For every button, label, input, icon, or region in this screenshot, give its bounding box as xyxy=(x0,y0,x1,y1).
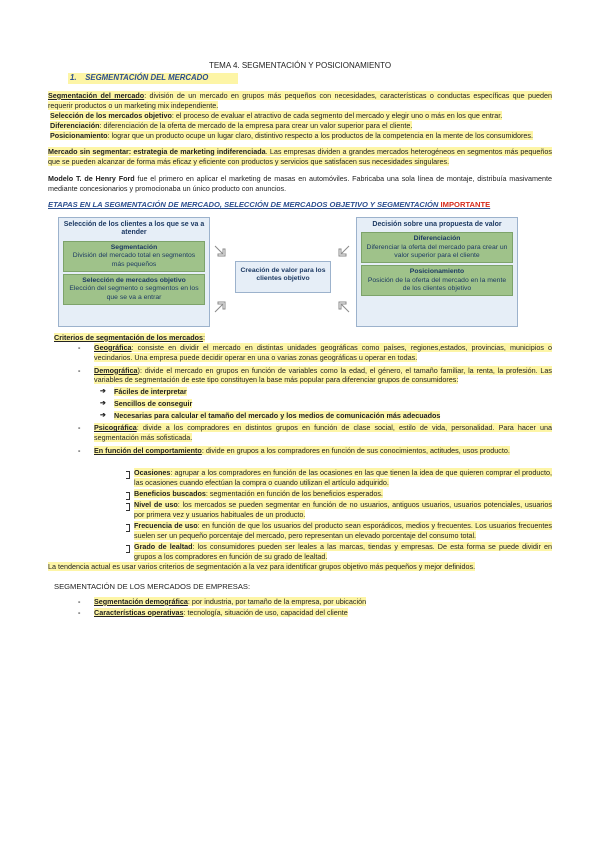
criterio-text: : consiste en dividir el mercado en distintas unidades geográficas como países, regiones,estados, provincias, municipios o vecindarios. Una empresa puede decidir operar en una o varias zonas geográficas u operar en todas. xyxy=(94,342,552,362)
behaviour-list xyxy=(126,468,552,561)
criterio-term: Psicográfica xyxy=(94,423,137,433)
sub-item-text: Fáciles de interpretar xyxy=(114,387,187,397)
list-item xyxy=(126,500,552,520)
diagram-box-title: Posicionamiento xyxy=(409,268,465,276)
diagram-right-panel xyxy=(356,217,518,327)
section-heading xyxy=(64,73,244,84)
list-item xyxy=(78,608,552,618)
mass-marketing-text: . Las empresas dividen a grandes mercados heterogéneos en segmentos más pequeños que se pueden alcanzar de forma más eficaz y eficiente con productos y servicios que satisfacen sus necesidades singulares. xyxy=(48,147,552,167)
diagram-left-header: Selección de los clientes a los que se va a atender xyxy=(63,220,205,237)
arrow-down-right-icon xyxy=(213,243,229,259)
behaviour-term: Grado de lealtad xyxy=(134,541,193,551)
diagram-right-header: Decisión sobre una propuesta de valor xyxy=(372,220,502,228)
empresas-heading: SEGMENTACIÓN DE LOS MERCADOS DE EMPRESAS: xyxy=(54,582,251,592)
definition-text: : lograr que un producto ocupe un lugar claro, distintivo respecto a los productos de la competencia en la mente de los consumidores. xyxy=(107,130,534,140)
list-item xyxy=(100,387,552,397)
criterio-text: ): divide el mercado en grupos en función de variables como la edad, el género, el tamaño familiar, la renta, la profesión. Las variables de segmentación de este tipo constituyen la base más popular para diferenciar grupos de consumidores: xyxy=(94,365,552,385)
empresas-list xyxy=(78,597,552,618)
empresa-text: : por industria, por tamaño de la empresa, por ubicación xyxy=(187,596,367,606)
behaviour-term: Frecuencia de uso xyxy=(134,520,198,530)
criterio-term: Demográfica xyxy=(94,365,138,375)
behaviour-term: Beneficios buscados xyxy=(134,488,206,498)
etapas-label: ETAPAS EN LA SEGMENTACIÓN DE MERCADO, SELECCIÓN DE MERCADOS OBJETIVO Y SEGMENTACIÓN xyxy=(48,200,439,210)
arrow-up-left-icon xyxy=(335,299,351,315)
ford-term: Modelo T. de Henry Ford xyxy=(48,174,135,184)
diagram-box-text: Elección del segmento o segmentos en los que se va a entrar xyxy=(69,285,199,301)
demographic-sublist xyxy=(100,387,552,421)
mass-marketing-term: Mercado sin segmentar: estrategia de marketing indiferenciada xyxy=(48,147,266,157)
criterios-list-2 xyxy=(78,423,552,456)
criterio-term: Geográfica xyxy=(94,342,132,352)
definition-paragraph xyxy=(50,131,552,141)
sub-item-text: Necesarias para calcular el tamaño del mercado y los medios de comunicación más adecuados xyxy=(114,411,441,421)
behaviour-term: Ocasiones xyxy=(134,468,171,477)
definition-paragraph xyxy=(50,121,552,131)
list-item xyxy=(78,446,552,456)
diagram-box-text: Posición de la oferta del mercado en la mente de los clientes objetivo xyxy=(367,276,507,292)
list-item xyxy=(126,542,552,562)
diagram-left-panel xyxy=(58,217,210,327)
diagram-differentiation-box xyxy=(361,232,513,263)
tendencia-paragraph xyxy=(48,562,552,572)
criterios-heading: Criterios de segmentación de los mercados: xyxy=(54,332,205,342)
list-item xyxy=(78,597,552,607)
diagram-segmentation-box xyxy=(63,241,205,272)
behaviour-text: : en función de que los usuarios del producto sean esporádicos, medios y frecuentes. Los usuarios frecuentes suelen ser un pequeño porcentaje del mercado, pero representan un elevado porcentaje del consumo total. xyxy=(134,520,552,540)
list-item xyxy=(126,489,552,499)
list-item xyxy=(126,521,552,541)
definition-term: Diferenciación xyxy=(50,120,100,130)
diagram-center-box: Creación de valor para los clientes objetivo xyxy=(235,261,331,293)
behaviour-text: : los mercados se pueden segmentar en función de no usuarios, antiguos usuarios, usuarios potenciales, usuarios por primera vez y usuarios habituales de un producto. xyxy=(134,499,552,519)
tendencia-text: La tendencia actual es usar varios criterios de segmentación a la vez para identificar grupos objetivo más pequeños y mejor definidos. xyxy=(48,562,476,572)
arrow-up-right-icon xyxy=(213,299,229,315)
diagram-box-text: División del mercado total en segmentos más pequeños xyxy=(72,252,196,268)
definition-paragraph xyxy=(50,111,552,121)
list-item xyxy=(78,366,552,386)
definition-text: : división de un mercado en grupos más pequeños con necesidades, características o conductas específicas que pueden requerir productos o un marketing mix independiente. xyxy=(48,90,553,110)
behaviour-text: : agrupar a los compradores en función de las ocasiones en las que tienen la idea de que quieren comprar el producto, las ocasiones cuando efectúan la compra o cuando utilizan el artículo adquirido. xyxy=(134,468,552,487)
behaviour-text: : los consumidores pueden ser leales a las marcas, tiendas y empresas. De esta forma se puede dividir en grupos a los compradores en función de su grado de lealtad. xyxy=(134,541,552,561)
diagram-box-text: Diferenciar la oferta del mercado para crear un valor superior para el cliente xyxy=(366,243,508,259)
ford-text: fue el primero en aplicar el marketing de masas en automóviles. Fabricaba una sola línea de montaje, distribuía masivamente mediante concesionarios y promocionaba un único producto con anuncios. xyxy=(48,174,552,194)
ford-paragraph xyxy=(48,174,552,194)
list-item xyxy=(100,399,552,409)
behaviour-text: : segmentación en función de los beneficios esperados. xyxy=(205,488,383,498)
sub-item-text: Sencillos de conseguir xyxy=(114,399,193,409)
definition-term: Selección de los mercados objetivo xyxy=(50,110,172,120)
list-item xyxy=(126,468,552,488)
list-item xyxy=(100,411,552,421)
criterios-label: Criterios de segmentación de los mercados xyxy=(54,332,203,342)
empresa-term: Segmentación demográfica xyxy=(94,596,188,606)
definition-term: Posicionamiento xyxy=(50,130,108,140)
definition-term: Segmentación del mercado xyxy=(48,90,145,100)
list-item xyxy=(78,343,552,363)
diagram-box-title: Diferenciación xyxy=(413,235,461,243)
important-label: IMPORTANTE xyxy=(440,200,491,210)
criterio-term: En función del comportamiento xyxy=(94,446,202,456)
empresa-text: : tecnología, situación de uso, capacidad del cliente xyxy=(183,607,348,617)
diagram-box-title: Segmentación xyxy=(110,244,158,252)
diagram-positioning-box xyxy=(361,265,513,296)
definition-text: : el proceso de evaluar el atractivo de cada segmento del mercado y elegir uno o más en los que entrar. xyxy=(171,110,503,120)
arrow-down-left-icon xyxy=(335,243,351,259)
segmentation-diagram xyxy=(58,217,518,327)
section-number: 1. xyxy=(70,73,77,83)
criterio-text: : divide en grupos a los compradores en función de sus conocimientos, actitudes, usos producto. xyxy=(201,446,510,456)
section-label: SEGMENTACIÓN DEL MERCADO xyxy=(85,73,209,83)
definition-text: : diferenciación de la oferta de mercado de la empresa para crear un valor superior para el cliente. xyxy=(99,120,413,130)
diagram-targeting-box xyxy=(63,274,205,305)
behaviour-term: Nivel de uso xyxy=(134,499,178,509)
diagram-box-title: Selección de mercados objetivo xyxy=(82,277,186,285)
empresa-term: Características operativas xyxy=(94,607,184,617)
mass-marketing-paragraph xyxy=(48,147,552,167)
list-item xyxy=(78,423,552,443)
document-title: TEMA 4. SEGMENTACIÓN Y POSICIONAMIENTO xyxy=(208,61,392,70)
criterios-list xyxy=(78,343,552,386)
criterio-text: : divide a los compradores en distintos grupos en función de clase social, estilo de vida, personalidad. Para hacer una segmentación más sofisticada. xyxy=(94,423,552,443)
etapas-heading xyxy=(48,200,552,210)
definition-paragraph xyxy=(48,91,552,111)
